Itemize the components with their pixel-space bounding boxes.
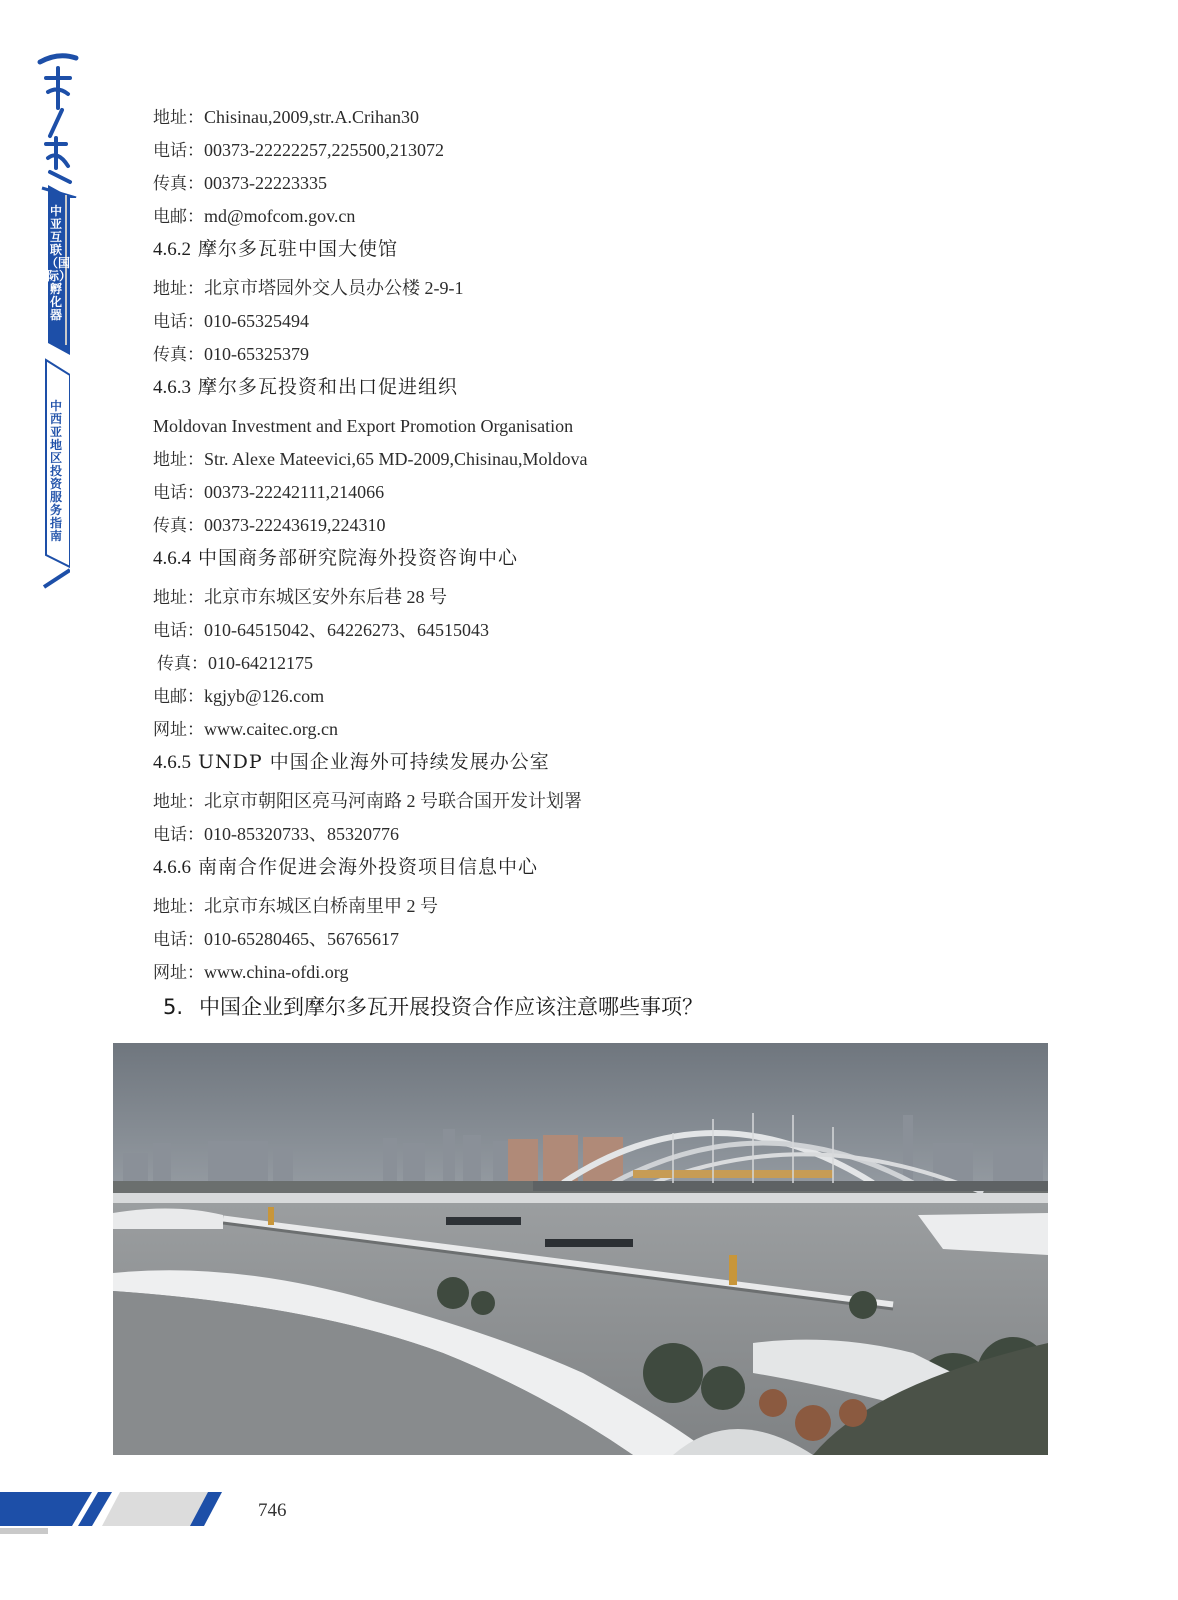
- website-line: 网址：www.caitec.org.cn: [153, 719, 338, 740]
- section-heading-4-6-2: 4.6.2 摩尔多瓦驻中国大使馆: [153, 238, 399, 260]
- phone-line: 电话：010-65280465、56765617: [153, 929, 399, 950]
- section-heading-4-6-4: 4.6.4 中国商务部研究院海外投资咨询中心: [153, 547, 519, 569]
- email-line: 电邮：md@mofcom.gov.cn: [153, 206, 356, 227]
- english-name-line: Moldovan Investment and Export Promotion Organisation: [153, 416, 574, 436]
- address-line: 地址：北京市朝阳区亮马河南路 2 号联合国开发计划署: [153, 791, 582, 812]
- section-heading-4-6-6: 4.6.6 南南合作促进会海外投资项目信息中心: [153, 856, 539, 878]
- phone-line: 电话：00373-22242111,214066: [153, 482, 385, 503]
- fax-line: 传真：00373-22243619,224310: [153, 515, 386, 536]
- section-5-title: 5. 中国企业到摩尔多瓦开展投资合作应该注意哪些事项？: [163, 995, 704, 1019]
- phone-line: 电话：010-64515042、64226273、64515043: [153, 620, 489, 641]
- address-line: 地址：北京市东城区白桥南里甲 2 号: [153, 896, 438, 917]
- address-line: 地址：北京市东城区安外东后巷 28 号: [153, 587, 447, 608]
- fax-line: 传真：010-65325379: [153, 344, 309, 365]
- section-heading-4-6-5: 4.6.5 UNDP 中国企业海外可持续发展办公室: [153, 751, 550, 773]
- address-line: 地址：北京市塔园外交人员办公楼 2-9-1: [153, 278, 464, 299]
- website-line: 网址：www.china-ofdi.org: [153, 962, 349, 983]
- side-band-text-incubator: 中亚互联（国际）孵化器: [46, 204, 71, 322]
- side-band-text-guide: 中西亚地区投资服务指南: [49, 399, 62, 543]
- phone-line: 电话：00373-22222257,225500,213072: [153, 140, 444, 161]
- fax-line: 传真：010-64212175: [157, 653, 313, 674]
- phone-line: 电话：010-65325494: [153, 311, 309, 332]
- address-line: 地址：Str. Alexe Mateevici,65 MD-2009,Chisinau,Moldova: [153, 449, 588, 470]
- fax-line: 传真：00373-22223335: [153, 173, 327, 194]
- yidaiyilu-logo: [36, 48, 80, 198]
- section-heading-4-6-3: 4.6.3 摩尔多瓦投资和出口促进组织: [153, 376, 459, 398]
- snowy-river-bridge-photo: [113, 1043, 1048, 1455]
- page-number: 746: [258, 1500, 287, 1521]
- email-line: 电邮：kgjyb@126.com: [153, 686, 325, 707]
- footer-decoration: [0, 1488, 230, 1538]
- phone-line: 电话：010-85320733、85320776: [153, 824, 399, 845]
- address-line: 地址：Chisinau,2009,str.A.Crihan30: [153, 107, 419, 128]
